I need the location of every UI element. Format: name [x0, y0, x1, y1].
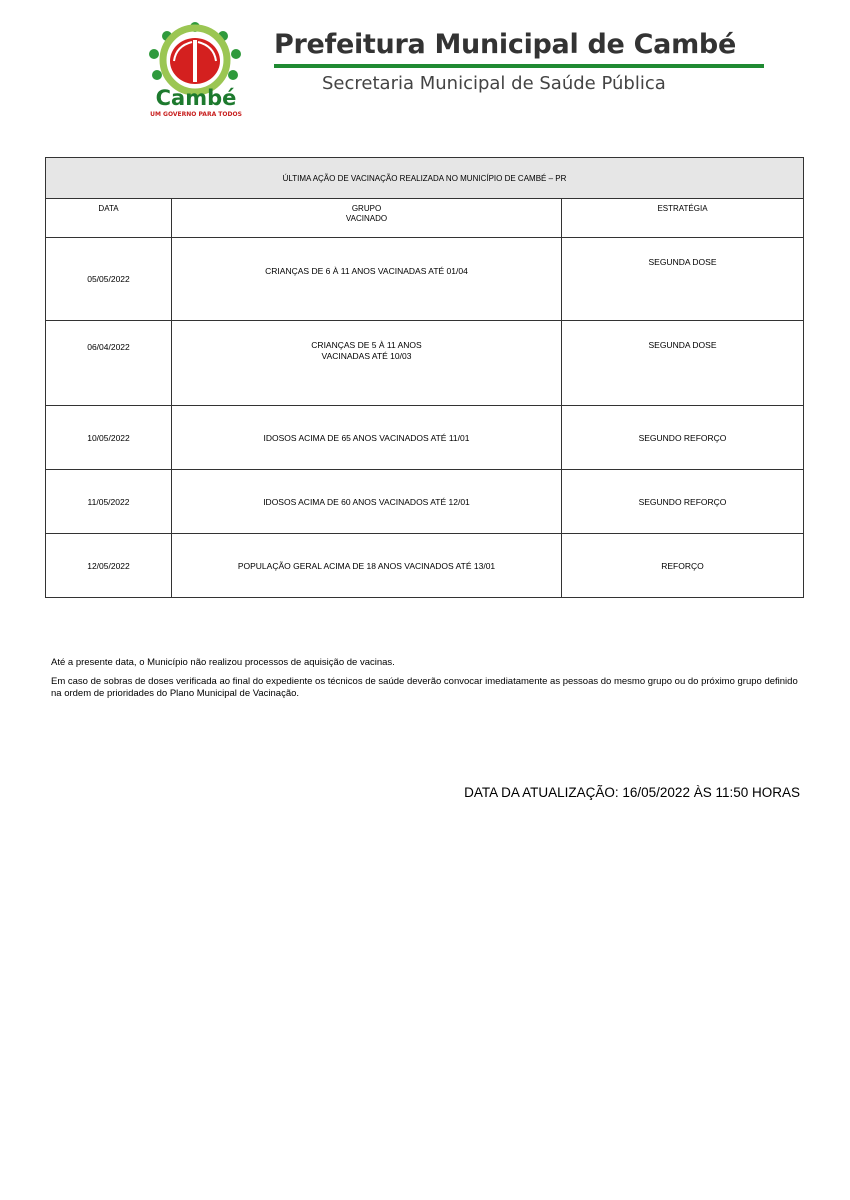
- update-timestamp: DATA DA ATUALIZAÇÃO: 16/05/2022 ÀS 11:50 HORAS: [464, 785, 800, 800]
- header-date: DATA: [46, 199, 172, 238]
- logo-slogan: UM GOVERNO PARA TODOS: [150, 111, 242, 118]
- note-leftover-doses: Em caso de sobras de doses verificada ao final do expediente os técnicos de saúde deverão convocar imediatamente as pessoas do mesmo grupo ou do próximo grupo definido na ordem de prioridades do Plano Municipal de Vacinação.: [51, 676, 798, 699]
- row-strategy: SEGUNDA DOSE: [562, 238, 804, 321]
- row-strategy: REFORÇO: [562, 534, 804, 598]
- org-title: Prefeitura Municipal de Cambé: [274, 29, 736, 60]
- row-date: 06/04/2022: [46, 321, 172, 406]
- header-group-line2: VACINADO: [345, 214, 388, 223]
- table-row: [46, 470, 804, 534]
- row-date: 05/05/2022: [46, 238, 172, 321]
- row-strategy: SEGUNDO REFORÇO: [562, 406, 804, 470]
- note-acquisition: Até a presente data, o Município não realizou processos de aquisição de vacinas.: [51, 657, 395, 668]
- row-strategy: SEGUNDO REFORÇO: [562, 470, 804, 534]
- table-row: [46, 238, 804, 321]
- row-date: 11/05/2022: [46, 470, 172, 534]
- header-strategy: ESTRATÉGIA: [562, 199, 804, 238]
- row-date: 10/05/2022: [46, 406, 172, 470]
- header-group-line1: GRUPO: [351, 204, 382, 213]
- vaccination-table: [45, 157, 804, 598]
- table-row: [46, 321, 804, 406]
- header-group: [172, 199, 562, 238]
- table-row: [46, 534, 804, 598]
- row-group: IDOSOS ACIMA DE 65 ANOS VACINADOS ATÉ 11/01: [172, 406, 562, 470]
- table-row: [46, 406, 804, 470]
- row-group: [172, 321, 562, 406]
- row-group-line2: VACINADAS ATÉ 10/03: [321, 351, 412, 361]
- table-header-row: [46, 199, 804, 238]
- row-group: IDOSOS ACIMA DE 60 ANOS VACINADOS ATÉ 12/01: [172, 470, 562, 534]
- row-group-line1: CRIANÇAS DE 5 À 11 ANOS: [311, 340, 422, 350]
- document-header: [0, 0, 850, 130]
- row-date: 12/05/2022: [46, 534, 172, 598]
- row-strategy: SEGUNDA DOSE: [562, 321, 804, 406]
- org-subtitle: Secretaria Municipal de Saúde Pública: [322, 73, 666, 94]
- table-title: ÚLTIMA AÇÃO DE VACINAÇÃO REALIZADA NO MUNICÍPIO DE CAMBÉ – PR: [46, 158, 804, 199]
- row-group: POPULAÇÃO GERAL ACIMA DE 18 ANOS VACINADOS ATÉ 13/01: [172, 534, 562, 598]
- header-divider: [274, 64, 764, 68]
- row-group: CRIANÇAS DE 6 À 11 ANOS VACINADAS ATÉ 01/04: [172, 238, 562, 321]
- logo-wordmark: Cambé: [155, 86, 237, 110]
